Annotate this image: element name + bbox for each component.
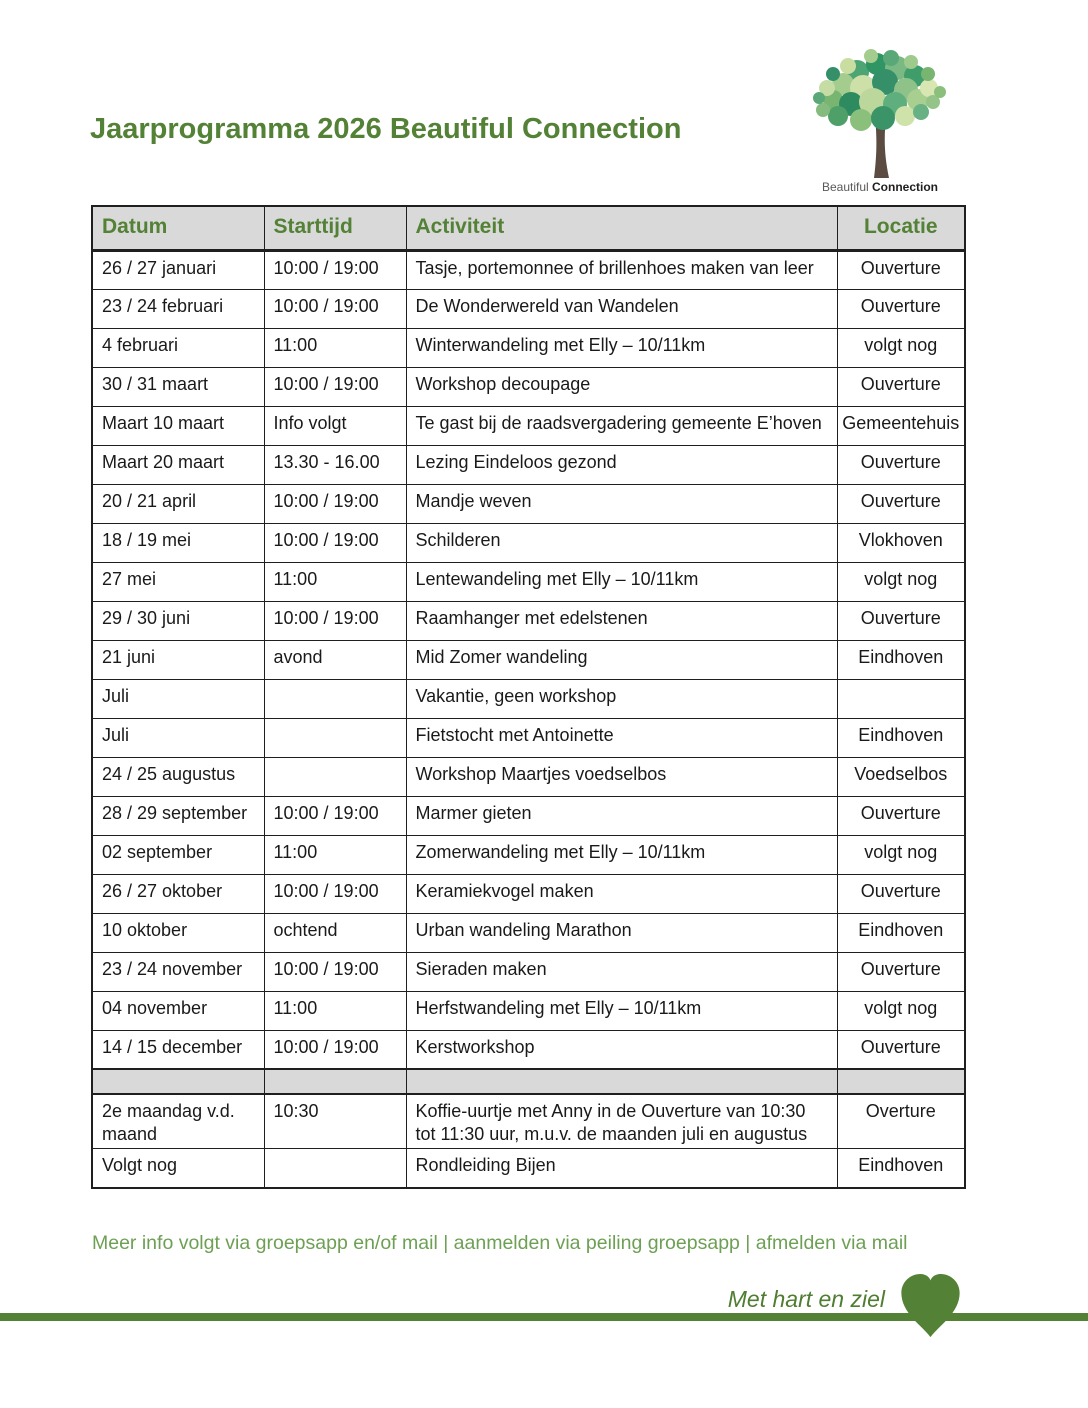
column-header-locatie: Locatie <box>837 206 965 250</box>
cell-starttijd <box>264 757 406 796</box>
cell-locatie: volgt nog <box>837 835 965 874</box>
cell-activiteit: Koffie-uurtje met Anny in de Ouverture van 10:30 tot 11:30 uur, m.u.v. de maanden juli en augustus <box>406 1094 837 1149</box>
cell-starttijd: 11:00 <box>264 328 406 367</box>
cell-datum: 23 / 24 februari <box>92 289 264 328</box>
cell-activiteit: Rondleiding Bijen <box>406 1149 837 1188</box>
cell-activiteit: Raamhanger met edelstenen <box>406 601 837 640</box>
cell-starttijd <box>264 1149 406 1188</box>
cell-starttijd <box>264 1069 406 1094</box>
cell-locatie: Ouverture <box>837 874 965 913</box>
cell-activiteit: Kerstworkshop <box>406 1030 837 1069</box>
cell-datum: 29 / 30 juni <box>92 601 264 640</box>
cell-datum: 18 / 19 mei <box>92 523 264 562</box>
cell-activiteit: Lezing Eindeloos gezond <box>406 445 837 484</box>
table-row <box>92 640 965 679</box>
heart-icon <box>898 1272 963 1340</box>
logo-word-connection: Connection <box>872 180 939 194</box>
cell-locatie: Voedselbos <box>837 757 965 796</box>
cell-starttijd <box>264 679 406 718</box>
cell-locatie: Eindhoven <box>837 1149 965 1188</box>
cell-activiteit: Lentewandeling met Elly – 10/11km <box>406 562 837 601</box>
table-separator-row <box>92 1069 965 1094</box>
cell-datum <box>92 1069 264 1094</box>
cell-starttijd: 10:00 / 19:00 <box>264 523 406 562</box>
table-row <box>92 367 965 406</box>
cell-activiteit: Workshop decoupage <box>406 367 837 406</box>
table-row <box>92 1030 965 1069</box>
tagline-text: Met hart en ziel <box>727 1286 885 1312</box>
table-row <box>92 991 965 1030</box>
cell-starttijd: 13.30 - 16.00 <box>264 445 406 484</box>
cell-starttijd: 10:00 / 19:00 <box>264 289 406 328</box>
cell-locatie: Ouverture <box>837 484 965 523</box>
cell-datum: 20 / 21 april <box>92 484 264 523</box>
cell-locatie: Ouverture <box>837 796 965 835</box>
cell-starttijd: 11:00 <box>264 562 406 601</box>
cell-datum: 10 oktober <box>92 913 264 952</box>
cell-locatie: Gemeentehuis <box>837 406 965 445</box>
table-row <box>92 1149 965 1188</box>
cell-activiteit: Fietstocht met Antoinette <box>406 718 837 757</box>
cell-locatie: Ouverture <box>837 601 965 640</box>
cell-locatie: Eindhoven <box>837 640 965 679</box>
cell-locatie: volgt nog <box>837 991 965 1030</box>
table-row <box>92 523 965 562</box>
cell-datum: Volgt nog <box>92 1149 264 1188</box>
cell-starttijd: 10:00 / 19:00 <box>264 796 406 835</box>
cell-locatie: Ouverture <box>837 1030 965 1069</box>
cell-activiteit: Vakantie, geen workshop <box>406 679 837 718</box>
page-title: Jaarprogramma 2026 Beautiful Connection <box>90 113 682 145</box>
cell-locatie: Eindhoven <box>837 913 965 952</box>
cell-starttijd: 11:00 <box>264 835 406 874</box>
cell-activiteit: Mid Zomer wandeling <box>406 640 837 679</box>
cell-starttijd: avond <box>264 640 406 679</box>
column-header-activiteit: Activiteit <box>406 206 837 250</box>
cell-activiteit: Workshop Maartjes voedselbos <box>406 757 837 796</box>
cell-locatie <box>837 1069 965 1094</box>
table-header-row <box>92 206 965 250</box>
cell-activiteit: Mandje weven <box>406 484 837 523</box>
table-row <box>92 406 965 445</box>
cell-starttijd: 10:00 / 19:00 <box>264 484 406 523</box>
cell-locatie: Eindhoven <box>837 718 965 757</box>
column-header-datum: Datum <box>92 206 264 250</box>
tree-handprints-icon <box>805 46 955 178</box>
table-row <box>92 328 965 367</box>
cell-datum: 02 september <box>92 835 264 874</box>
cell-locatie: volgt nog <box>837 328 965 367</box>
logo <box>798 46 962 200</box>
cell-starttijd: 10:30 <box>264 1094 406 1149</box>
cell-activiteit: Sieraden maken <box>406 952 837 991</box>
cell-starttijd: 10:00 / 19:00 <box>264 874 406 913</box>
cell-activiteit: Urban wandeling Marathon <box>406 913 837 952</box>
cell-datum: Maart 10 maart <box>92 406 264 445</box>
cell-datum: 14 / 15 december <box>92 1030 264 1069</box>
cell-locatie: Vlokhoven <box>837 523 965 562</box>
cell-activiteit: Te gast bij de raadsvergadering gemeente E’hoven <box>406 406 837 445</box>
cell-activiteit: Marmer gieten <box>406 796 837 835</box>
cell-locatie: Ouverture <box>837 289 965 328</box>
cell-starttijd: Info volgt <box>264 406 406 445</box>
cell-datum: Juli <box>92 679 264 718</box>
cell-activiteit: Herfstwandeling met Elly – 10/11km <box>406 991 837 1030</box>
cell-locatie <box>837 679 965 718</box>
cell-datum: 26 / 27 januari <box>92 250 264 289</box>
table-row <box>92 445 965 484</box>
table-row <box>92 484 965 523</box>
table-row <box>92 757 965 796</box>
cell-locatie: Overture <box>837 1094 965 1149</box>
cell-activiteit: De Wonderwereld van Wandelen <box>406 289 837 328</box>
cell-datum: 28 / 29 september <box>92 796 264 835</box>
cell-activiteit: Zomerwandeling met Elly – 10/11km <box>406 835 837 874</box>
table-row <box>92 1094 965 1149</box>
table-row <box>92 835 965 874</box>
cell-datum: 26 / 27 oktober <box>92 874 264 913</box>
cell-starttijd: 10:00 / 19:00 <box>264 367 406 406</box>
cell-datum: 4 februari <box>92 328 264 367</box>
cell-datum: 23 / 24 november <box>92 952 264 991</box>
cell-locatie: Ouverture <box>837 952 965 991</box>
cell-starttijd: 10:00 / 19:00 <box>264 952 406 991</box>
cell-datum: Juli <box>92 718 264 757</box>
table-row <box>92 562 965 601</box>
cell-locatie: volgt nog <box>837 562 965 601</box>
table-row <box>92 874 965 913</box>
cell-locatie: Ouverture <box>837 445 965 484</box>
cell-datum: 30 / 31 maart <box>92 367 264 406</box>
cell-activiteit <box>406 1069 837 1094</box>
table-row <box>92 952 965 991</box>
program-table <box>91 205 966 1189</box>
cell-activiteit: Keramiekvogel maken <box>406 874 837 913</box>
logo-wordmark <box>798 180 962 194</box>
footer-info-text: Meer info volgt via groepsapp en/of mail | aanmelden via peiling groepsapp | afmelden via mail <box>92 1232 908 1254</box>
table-row <box>92 718 965 757</box>
cell-datum: Maart 20 maart <box>92 445 264 484</box>
cell-starttijd <box>264 718 406 757</box>
table-row <box>92 289 965 328</box>
cell-starttijd: 11:00 <box>264 991 406 1030</box>
cell-locatie: Ouverture <box>837 367 965 406</box>
cell-locatie: Ouverture <box>837 250 965 289</box>
cell-starttijd: 10:00 / 19:00 <box>264 1030 406 1069</box>
table-row <box>92 679 965 718</box>
cell-starttijd: 10:00 / 19:00 <box>264 601 406 640</box>
column-header-starttijd: Starttijd <box>264 206 406 250</box>
cell-datum: 24 / 25 augustus <box>92 757 264 796</box>
cell-activiteit: Tasje, portemonnee of brillenhoes maken van leer <box>406 250 837 289</box>
logo-word-beautiful: Beautiful <box>821 180 873 194</box>
table-row <box>92 250 965 289</box>
table-row <box>92 913 965 952</box>
cell-activiteit: Schilderen <box>406 523 837 562</box>
cell-starttijd: ochtend <box>264 913 406 952</box>
cell-starttijd: 10:00 / 19:00 <box>264 250 406 289</box>
cell-datum: 21 juni <box>92 640 264 679</box>
table-row <box>92 601 965 640</box>
cell-datum: 27 mei <box>92 562 264 601</box>
cell-datum: 04 november <box>92 991 264 1030</box>
table-row <box>92 796 965 835</box>
cell-activiteit: Winterwandeling met Elly – 10/11km <box>406 328 837 367</box>
cell-datum: 2e maandag v.d. maand <box>92 1094 264 1149</box>
